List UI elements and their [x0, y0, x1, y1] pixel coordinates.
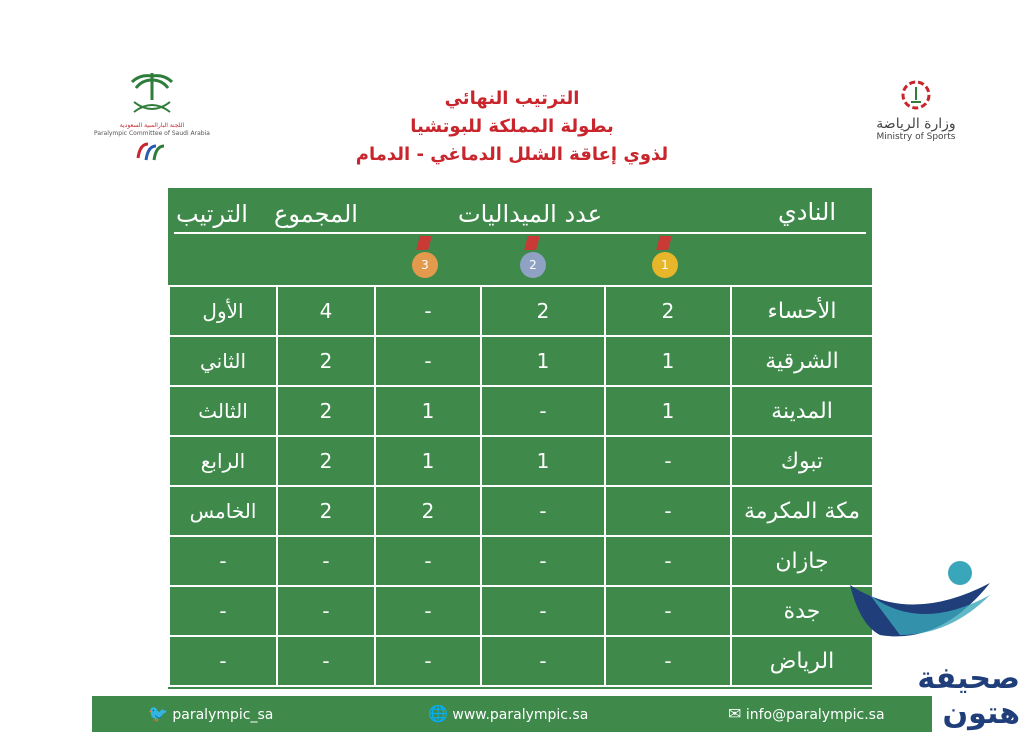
table-row: [169, 636, 873, 686]
bronze-count-cell: 2: [375, 486, 481, 536]
bronze-count-cell: 1: [375, 436, 481, 486]
club-name-cell: تبوك: [731, 436, 873, 486]
bird-logo-icon: [840, 555, 1020, 665]
title-line-2: بطولة المملكة للبوتشيا: [410, 116, 614, 137]
page-title: [0, 85, 1024, 169]
total-cell: 2: [277, 386, 375, 436]
results-table: [168, 285, 874, 687]
club-name-cell: الأحساء: [731, 286, 873, 336]
gold-ribbon: [656, 236, 672, 250]
bronze-count-cell: -: [375, 286, 481, 336]
rank-cell: الثاني: [169, 336, 277, 386]
total-cell: -: [277, 636, 375, 686]
club-name-cell: الشرقية: [731, 336, 873, 386]
left-logo-caption-ar: اللجنة البارالمبية السعودية: [119, 122, 185, 129]
footer-bar: [92, 696, 932, 732]
total-cell: 2: [277, 336, 375, 386]
ministry-name-en: Ministry of Sports: [876, 132, 956, 142]
header-total: المجموع: [274, 200, 358, 228]
silver-count-cell: 1: [481, 336, 605, 386]
results-board: [168, 188, 872, 689]
watermark-text: صحيفة هتون: [917, 661, 1020, 731]
total-cell: 2: [277, 486, 375, 536]
silver-count-cell: -: [481, 636, 605, 686]
silver-ribbon: [524, 236, 540, 250]
table-row: [169, 486, 873, 536]
rank-cell: الرابع: [169, 436, 277, 486]
gold-medal-icon: 1: [652, 252, 678, 278]
total-cell: 2: [277, 436, 375, 486]
globe-icon: 🌐: [428, 704, 448, 723]
header-club: النادي: [777, 198, 836, 226]
gold-count-cell: 1: [605, 386, 731, 436]
total-cell: -: [277, 586, 375, 636]
silver-count-cell: -: [481, 486, 605, 536]
header-medals: عدد الميداليات: [458, 200, 603, 228]
bronze-count-cell: -: [375, 536, 481, 586]
title-line-1: الترتيب النهائي: [444, 88, 580, 109]
club-name-cell: مكة المكرمة: [731, 486, 873, 536]
gold-count-cell: 1: [605, 336, 731, 386]
club-name-cell: الرياض: [731, 636, 873, 686]
left-logo-caption-en: Paralympic Committee of Saudi Arabia: [94, 130, 210, 137]
envelope-icon: ✉: [728, 704, 742, 723]
table-row: [169, 586, 873, 636]
table-row: [169, 386, 873, 436]
gold-count-cell: -: [605, 486, 731, 536]
rank-cell: -: [169, 636, 277, 686]
total-cell: 4: [277, 286, 375, 336]
rank-cell: الخامس: [169, 486, 277, 536]
gold-count-cell: -: [605, 436, 731, 486]
bronze-count-cell: -: [375, 336, 481, 386]
rank-cell: -: [169, 536, 277, 586]
twitter-icon: 🐦: [148, 704, 168, 723]
gold-count-cell: -: [605, 586, 731, 636]
table-row: [169, 336, 873, 386]
watermark-logo: [840, 555, 1020, 740]
table-row: [169, 536, 873, 586]
silver-medal-icon: 2: [520, 252, 546, 278]
table-row: [169, 286, 873, 336]
silver-count-cell: -: [481, 386, 605, 436]
title-line-3: لذوي إعاقة الشلل الدماغي - الدمام: [355, 144, 669, 165]
ministry-name-ar: وزارة الرياضة: [876, 116, 956, 132]
email-address: info@paralympic.sa: [745, 707, 885, 723]
club-name-cell: المدينة: [731, 386, 873, 436]
header-rank: الترتيب: [176, 200, 248, 228]
silver-count-cell: 2: [481, 286, 605, 336]
gold-count-cell: -: [605, 636, 731, 686]
table-row: [169, 436, 873, 486]
bronze-ribbon: [416, 236, 432, 250]
bronze-count-cell: 1: [375, 386, 481, 436]
bronze-medal-icon: 3: [412, 252, 438, 278]
gold-count-cell: 2: [605, 286, 731, 336]
header-divider: [174, 232, 866, 234]
gold-count-cell: -: [605, 536, 731, 586]
total-cell: -: [277, 536, 375, 586]
club-name-cell: جازان: [731, 536, 873, 586]
rank-cell: الأول: [169, 286, 277, 336]
club-name-cell: جدة: [731, 586, 873, 636]
website-url: www.paralympic.sa: [452, 707, 589, 723]
twitter-handle: paralympic_sa: [172, 707, 274, 723]
silver-count-cell: 1: [481, 436, 605, 486]
silver-count-cell: -: [481, 586, 605, 636]
twitter-link[interactable]: [148, 704, 273, 723]
silver-count-cell: -: [481, 536, 605, 586]
bronze-count-cell: -: [375, 586, 481, 636]
bronze-count-cell: -: [375, 636, 481, 686]
rank-cell: -: [169, 586, 277, 636]
website-link[interactable]: [428, 704, 588, 723]
rank-cell: الثالث: [169, 386, 277, 436]
